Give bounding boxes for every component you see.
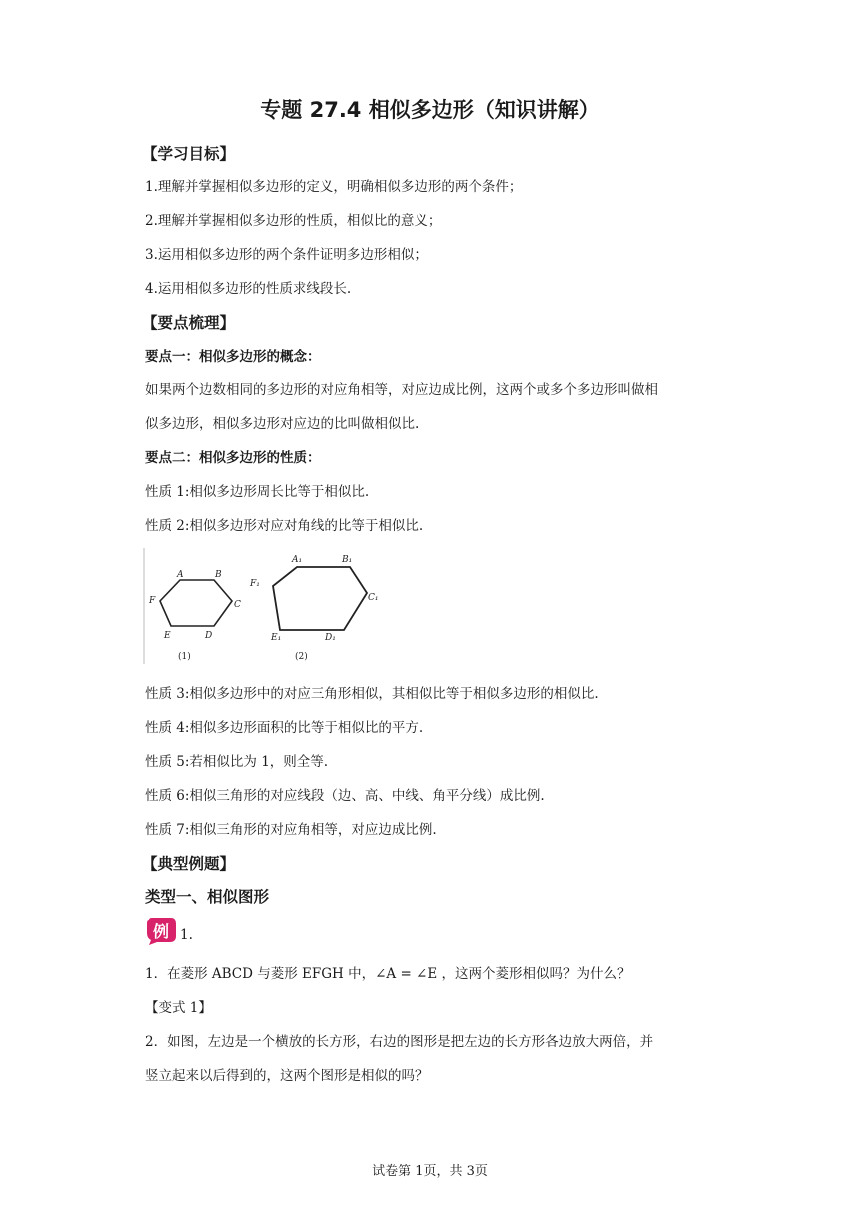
vertex-label: B [215,570,222,580]
objective-item: 1.理解并掌握相似多边形的定义，明确相似多边形的两个条件； [145,179,523,195]
property-item: 性质 7:相似三角形的对应角相等，对应边成比例. [145,822,437,838]
figure-caption-right: (2) [295,652,308,662]
figure-caption-left: (1) [178,652,191,662]
question-1: 1．在菱形 ABCD 与菱形 EFGH 中，∠A = ∠E ，这两个菱形相似吗？为什么？ [145,966,631,982]
property-item: 性质 5:若相似比为 1，则全等. [145,754,329,770]
vertex-label: F [149,596,156,606]
examples-heading: 【典型例题】 [142,855,236,873]
property-item: 性质 1:相似多边形周长比等于相似比. [145,484,370,500]
point1-text: 似多边形，相似多边形对应边的比叫做相似比. [145,416,420,432]
property-item: 性质 2:相似多边形对应对角线的比等于相似比. [145,518,424,534]
vertex-label: C [234,600,241,610]
page-footer: 试卷第 1页，共 3页 [372,1164,488,1179]
example-badge-icon [145,916,179,946]
hexagon-large [273,567,367,630]
vertex-label: F₁ [250,579,260,589]
vertex-label: D₁ [325,633,336,643]
point1-text: 如果两个边数相同的多边形的对应角相等，对应边成比例，这两个或多个多边形叫做相 [145,382,658,398]
objective-item: 3.运用相似多边形的两个条件证明多边形相似； [145,247,428,263]
question-2: 2．如图，左边是一个横放的长方形，右边的图形是把左边的长方形各边放大两倍，并 [145,1034,654,1050]
variant-label: 【变式 1】 [145,1000,212,1016]
points-heading: 【要点梳理】 [142,314,236,332]
point1-heading: 要点一：相似多边形的概念： [145,349,321,365]
objectives-heading: 【学习目标】 [142,145,236,163]
objective-item: 4.运用相似多边形的性质求线段长. [145,281,352,297]
property-item: 性质 3:相似多边形中的对应三角形相似，其相似比等于相似多边形的相似比. [145,686,599,702]
similar-hexagons-figure [143,546,393,666]
page-title: 专题 27.4 相似多边形（知识讲解） [260,98,600,122]
property-item: 性质 6:相似三角形的对应线段（边、高、中线、角平分线）成比例. [145,788,545,804]
vertex-label: A [177,570,184,580]
objective-item: 2.理解并掌握相似多边形的性质，相似比的意义； [145,213,442,229]
property-item: 性质 4:相似多边形面积的比等于相似比的平方. [145,720,424,736]
hexagon-small [160,580,232,626]
question-2: 竖立起来以后得到的，这两个图形是相似的吗？ [145,1068,429,1084]
vertex-label: B₁ [342,555,353,565]
vertex-label: D [205,631,213,641]
vertex-label: E₁ [271,633,282,643]
example-number: 1. [180,927,193,943]
badge-label: 例 [152,922,170,941]
vertex-label: C₁ [368,593,379,603]
point2-heading: 要点二：相似多边形的性质： [145,450,321,466]
type1-heading: 类型一、相似图形 [145,888,270,906]
vertex-label: E [164,631,171,641]
vertex-label: A₁ [292,555,303,565]
